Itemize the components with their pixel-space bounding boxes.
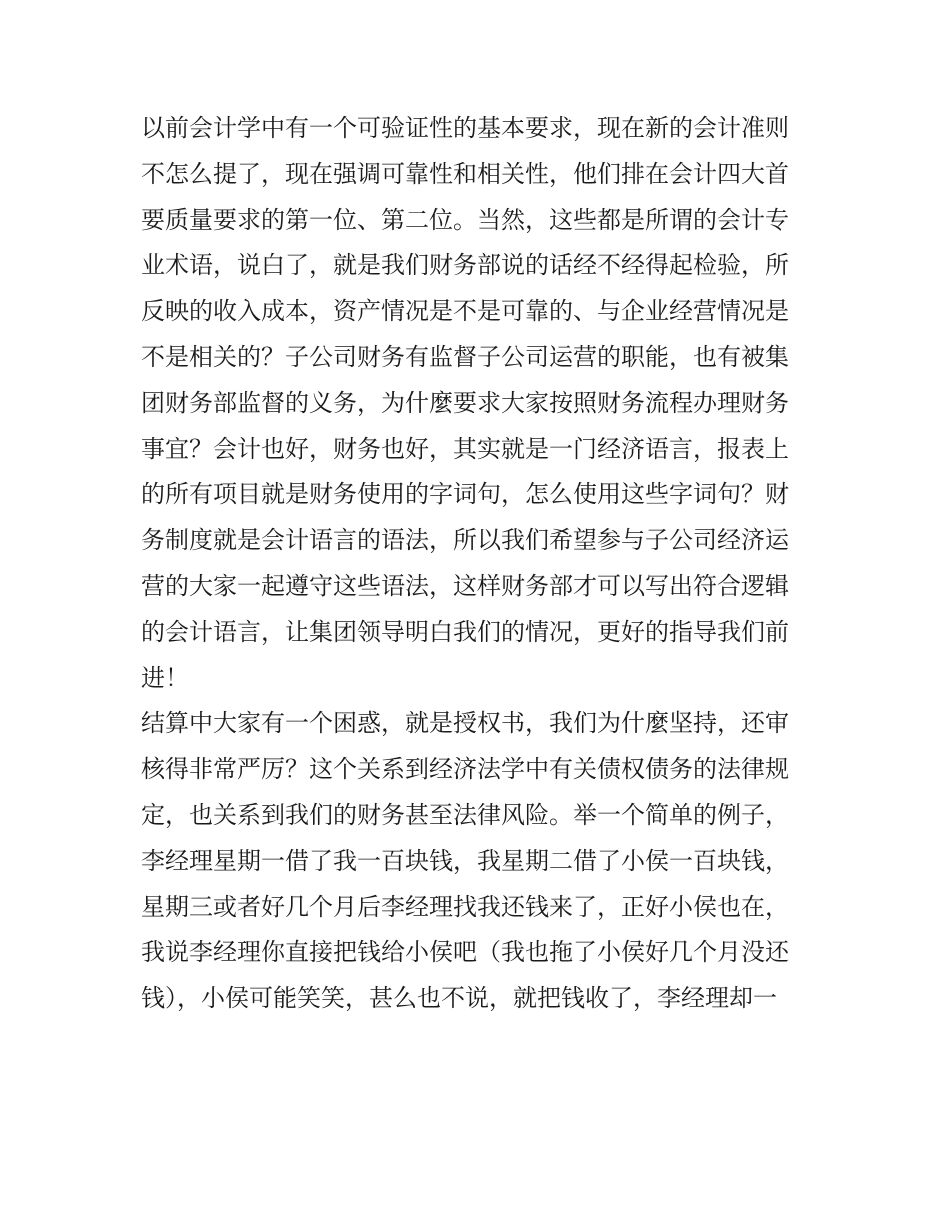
text-line: 李经理星期一借了我一百块钱，我星期二借了小侯一百块钱， bbox=[141, 846, 789, 875]
text-line: 不怎么提了，现在强调可靠性和相关性，他们排在会计四大首 bbox=[141, 159, 789, 188]
text-line: 要质量要求的第一位、第二位。当然，这些都是所谓的会计专 bbox=[141, 205, 789, 234]
document-body bbox=[141, 106, 821, 1022]
text-line: 进！ bbox=[141, 663, 189, 692]
text-line: 我说李经理你直接把钱给小侯吧（我也拖了小侯好几个月没还 bbox=[141, 938, 789, 967]
text-line: 业术语，说白了，就是我们财务部说的话经不经得起检验，所 bbox=[141, 251, 789, 280]
text-line: 核得非常严厉？这个关系到经济法学中有关债权债务的法律规 bbox=[141, 755, 789, 784]
text-line: 营的大家一起遵守这些语法，这样财务部才可以写出符合逻辑 bbox=[141, 571, 789, 600]
text-line: 团财务部监督的义务，为什麼要求大家按照财务流程办理财务 bbox=[141, 388, 789, 417]
text-line: 以前会计学中有一个可验证性的基本要求，现在新的会计准则 bbox=[141, 114, 789, 142]
text-line: 不是相关的？子公司财务有监督子公司运营的职能，也有被集 bbox=[141, 342, 789, 371]
text-line: 的会计语言，让集团领导明白我们的情况，更好的指导我们前 bbox=[141, 617, 789, 646]
text-line: 务制度就是会计语言的语法，所以我们希望参与子公司经济运 bbox=[141, 526, 789, 555]
text-line: 结算中大家有一个困惑，就是授权书，我们为什麼坚持，还审 bbox=[141, 709, 789, 738]
text-line: 定，也关系到我们的财务甚至法律风险。举一个简单的例子， bbox=[141, 800, 789, 829]
text-line: 的所有项目就是财务使用的字词句，怎么使用这些字词句？财 bbox=[141, 480, 789, 509]
text-line: 星期三或者好几个月后李经理找我还钱来了，正好小侯也在， bbox=[141, 892, 789, 921]
text-line: 钱），小侯可能笑笑，甚么也不说，就把钱收了，李经理却一 bbox=[141, 984, 777, 1013]
text-line: 事宜？会计也好，财务也好，其实就是一门经济语言，报表上 bbox=[141, 434, 789, 463]
text-line: 反映的收入成本，资产情况是不是可靠的、与企业经营情况是 bbox=[141, 297, 789, 326]
